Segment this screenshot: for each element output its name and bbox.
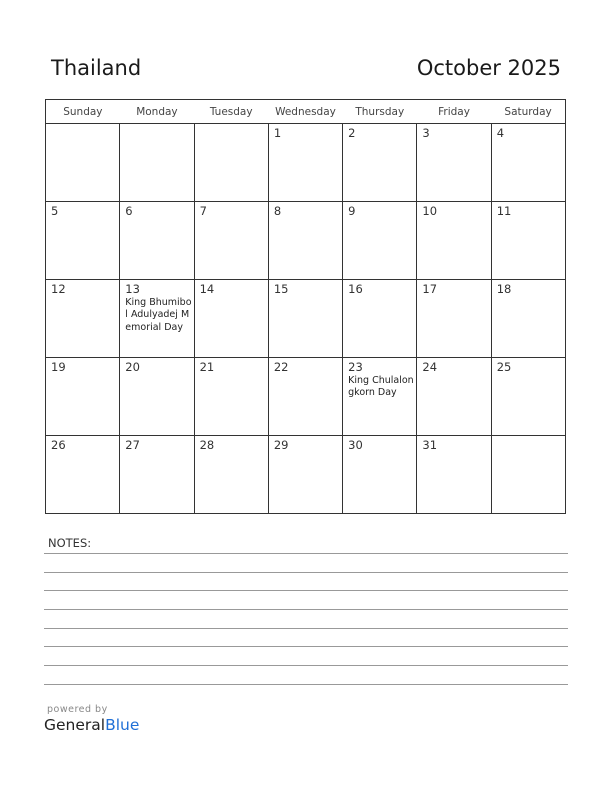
day-cell (417, 124, 491, 202)
day-number: 8 (273, 204, 282, 218)
day-cell (120, 358, 194, 436)
day-cell (194, 280, 268, 358)
weekday-thursday: Thursday (343, 100, 417, 124)
week-row (46, 436, 566, 514)
weekday-saturday: Saturday (491, 100, 565, 124)
day-number: 11 (496, 204, 512, 218)
weekday-wednesday: Wednesday (268, 100, 342, 124)
day-cell (491, 202, 565, 280)
brand-general: General (44, 716, 106, 734)
week-row (46, 280, 566, 358)
day-cell (343, 124, 417, 202)
calendar-grid (45, 99, 566, 514)
day-cell (194, 202, 268, 280)
day-number: 28 (199, 438, 215, 452)
day-number: 31 (422, 438, 438, 452)
holiday-label: King Bhumibol Adulyadej Memorial Day (125, 297, 192, 333)
day-number: 5 (51, 204, 59, 218)
day-cell (120, 202, 194, 280)
day-number: 1 (273, 126, 282, 140)
day-cell (194, 358, 268, 436)
notes-label: NOTES: (48, 536, 92, 550)
holiday-label: King Chulalongkorn Day (348, 375, 414, 399)
brand-blue: Blue (105, 716, 140, 734)
weekday-tuesday: Tuesday (194, 100, 268, 124)
day-number: 19 (51, 360, 66, 374)
generalblue-logo (44, 704, 139, 734)
week-row (46, 124, 566, 202)
day-cell (268, 202, 342, 280)
day-cell (343, 202, 417, 280)
day-cell (46, 124, 120, 202)
day-number: 20 (125, 360, 140, 374)
day-cell (268, 358, 342, 436)
day-cell (417, 358, 491, 436)
day-number: 21 (199, 360, 215, 374)
weekday-header-row (46, 100, 566, 124)
day-number: 29 (273, 438, 289, 452)
day-cell (194, 436, 268, 514)
day-cell (194, 124, 268, 202)
day-number: 6 (125, 204, 133, 218)
day-number: 12 (51, 282, 66, 296)
day-cell (120, 280, 194, 358)
day-cell (46, 436, 120, 514)
day-cell (268, 280, 342, 358)
weekday-monday: Monday (120, 100, 194, 124)
day-cell (343, 358, 417, 436)
day-number: 23 (348, 360, 363, 374)
day-number: 9 (348, 204, 356, 218)
day-number: 2 (348, 126, 356, 140)
day-cell (120, 436, 194, 514)
day-number: 4 (496, 126, 505, 140)
notes-line (44, 590, 568, 591)
day-cell (268, 124, 342, 202)
day-number: 27 (125, 438, 140, 452)
week-row (46, 358, 566, 436)
day-number: 15 (273, 282, 289, 296)
day-number: 16 (348, 282, 363, 296)
day-cell (343, 280, 417, 358)
brand-name (44, 716, 139, 734)
day-cell (268, 436, 342, 514)
day-number: 24 (422, 360, 438, 374)
day-number: 7 (199, 204, 207, 218)
day-cell (491, 280, 565, 358)
day-cell (491, 436, 565, 514)
day-cell (46, 202, 120, 280)
weekday-sunday: Sunday (46, 100, 120, 124)
day-cell (417, 436, 491, 514)
day-cell (46, 358, 120, 436)
notes-line (44, 553, 568, 554)
day-cell (491, 124, 565, 202)
day-number: 13 (125, 282, 140, 296)
day-number: 30 (348, 438, 363, 452)
day-cell (120, 124, 194, 202)
day-cell (46, 280, 120, 358)
day-number: 18 (496, 282, 512, 296)
month-year-title: October 2025 (416, 56, 561, 80)
week-row (46, 202, 566, 280)
notes-line (44, 609, 568, 610)
day-cell (343, 436, 417, 514)
day-cell (491, 358, 565, 436)
day-number: 14 (199, 282, 215, 296)
day-number: 17 (422, 282, 438, 296)
day-number: 3 (422, 126, 430, 140)
day-cell (417, 280, 491, 358)
powered-by-text: powered by (47, 704, 108, 715)
day-number: 22 (273, 360, 289, 374)
weekday-friday: Friday (417, 100, 491, 124)
notes-line (44, 646, 568, 647)
notes-line (44, 665, 568, 666)
country-title: Thailand (51, 56, 142, 80)
notes-line (44, 684, 568, 685)
day-number: 10 (422, 204, 438, 218)
day-number: 26 (51, 438, 66, 452)
notes-line (44, 628, 568, 629)
notes-line (44, 572, 568, 573)
day-number: 25 (496, 360, 512, 374)
day-cell (417, 202, 491, 280)
